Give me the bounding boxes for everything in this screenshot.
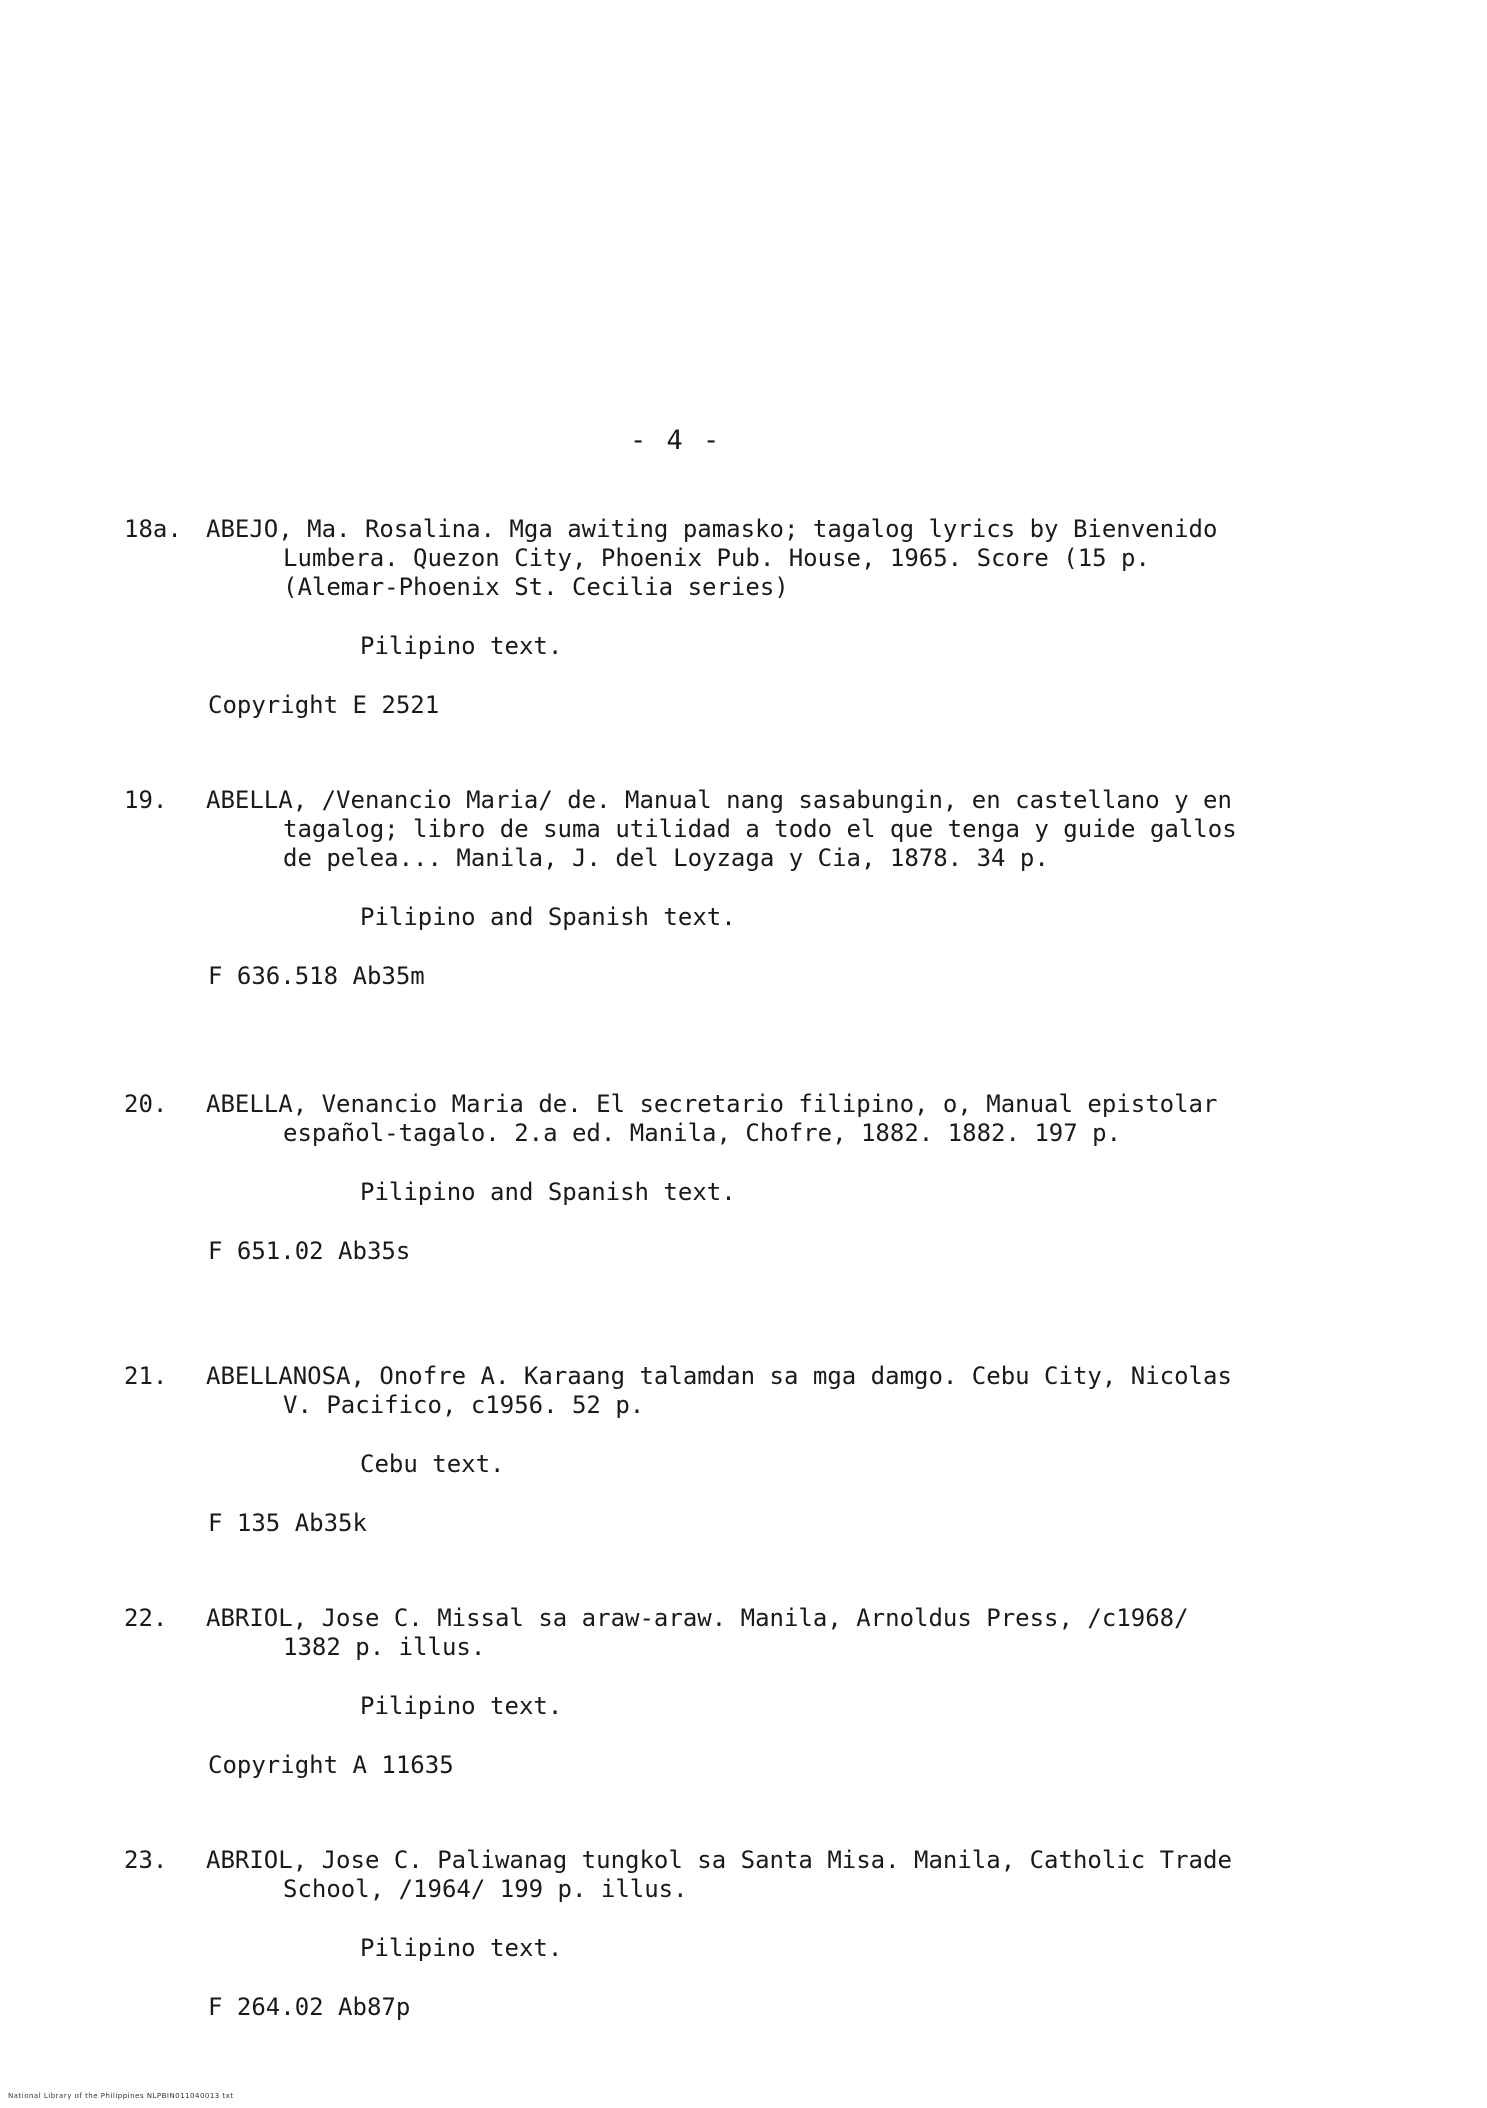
entry-call-number: F 636.518 Ab35m bbox=[208, 962, 425, 990]
entry-language-note: Pilipino and Spanish text. bbox=[360, 1178, 736, 1206]
bibliography-entry bbox=[124, 1362, 1254, 1538]
page-number: - 4 - bbox=[630, 425, 722, 456]
entry-citation: ABRIOL, Jose C. Paliwanag tungkol sa Santa Misa. Manila, Catholic Trade School, /1964/ 199 p. illus. bbox=[206, 1846, 1232, 1903]
bibliography-entry bbox=[124, 1090, 1254, 1266]
entry-number: 21. bbox=[124, 1362, 168, 1390]
entry-number: 18a. bbox=[124, 515, 182, 543]
entry-language-note: Pilipino text. bbox=[360, 632, 563, 660]
entry-call-number: F 651.02 Ab35s bbox=[208, 1237, 411, 1265]
entry-citation: ABELLA, Venancio Maria de. El secretario filipino, o, Manual epistolar español-tagalo. 2.a ed. Manila, Chofre, 1882. 1882. 197 p. bbox=[206, 1090, 1218, 1147]
bibliography-entry bbox=[124, 1846, 1254, 2022]
entry-call-number: F 135 Ab35k bbox=[208, 1509, 367, 1537]
bibliography-entry bbox=[124, 1604, 1254, 1780]
entry-language-note: Pilipino text. bbox=[360, 1934, 563, 1962]
entry-number: 19. bbox=[124, 786, 168, 814]
entry-call-number: F 264.02 Ab87p bbox=[208, 1993, 411, 2021]
entry-citation: ABRIOL, Jose C. Missal sa araw-araw. Manila, Arnoldus Press, /c1968/ 1382 p. illus. bbox=[206, 1604, 1189, 1661]
bibliography-entry bbox=[124, 786, 1254, 991]
entry-language-note: Cebu text. bbox=[360, 1450, 505, 1478]
entry-number: 23. bbox=[124, 1846, 168, 1874]
entry-language-note: Pilipino and Spanish text. bbox=[360, 903, 736, 931]
entry-number: 22. bbox=[124, 1604, 168, 1632]
entry-citation: ABELLANOSA, Onofre A. Karaang talamdan sa mga damgo. Cebu City, Nicolas V. Pacifico, c1956. 52 p. bbox=[206, 1362, 1232, 1419]
bibliography-entry bbox=[124, 515, 1254, 720]
scan-footer: National Library of the Philippines NLPBIN011040013 txt bbox=[8, 2092, 234, 2100]
entry-call-number: Copyright E 2521 bbox=[208, 691, 440, 719]
entry-call-number: Copyright A 11635 bbox=[208, 1751, 454, 1779]
entry-citation: ABELLA, /Venancio Maria/ de. Manual nang sasabungin, en castellano y en tagalog; libro de suma utilidad a todo el que tenga y guide gallos de pelea... Manila, J. del Loyzaga y Cia, 1878. 34 p. bbox=[206, 786, 1237, 872]
entry-language-note: Pilipino text. bbox=[360, 1692, 563, 1720]
entry-number: 20. bbox=[124, 1090, 168, 1118]
entry-citation: ABEJO, Ma. Rosalina. Mga awiting pamasko; tagalog lyrics by Bienvenido Lumbera. Quezon City, Phoenix Pub. House, 1965. Score (15 p. (Alemar-Phoenix St. Cecilia series) bbox=[206, 515, 1218, 601]
